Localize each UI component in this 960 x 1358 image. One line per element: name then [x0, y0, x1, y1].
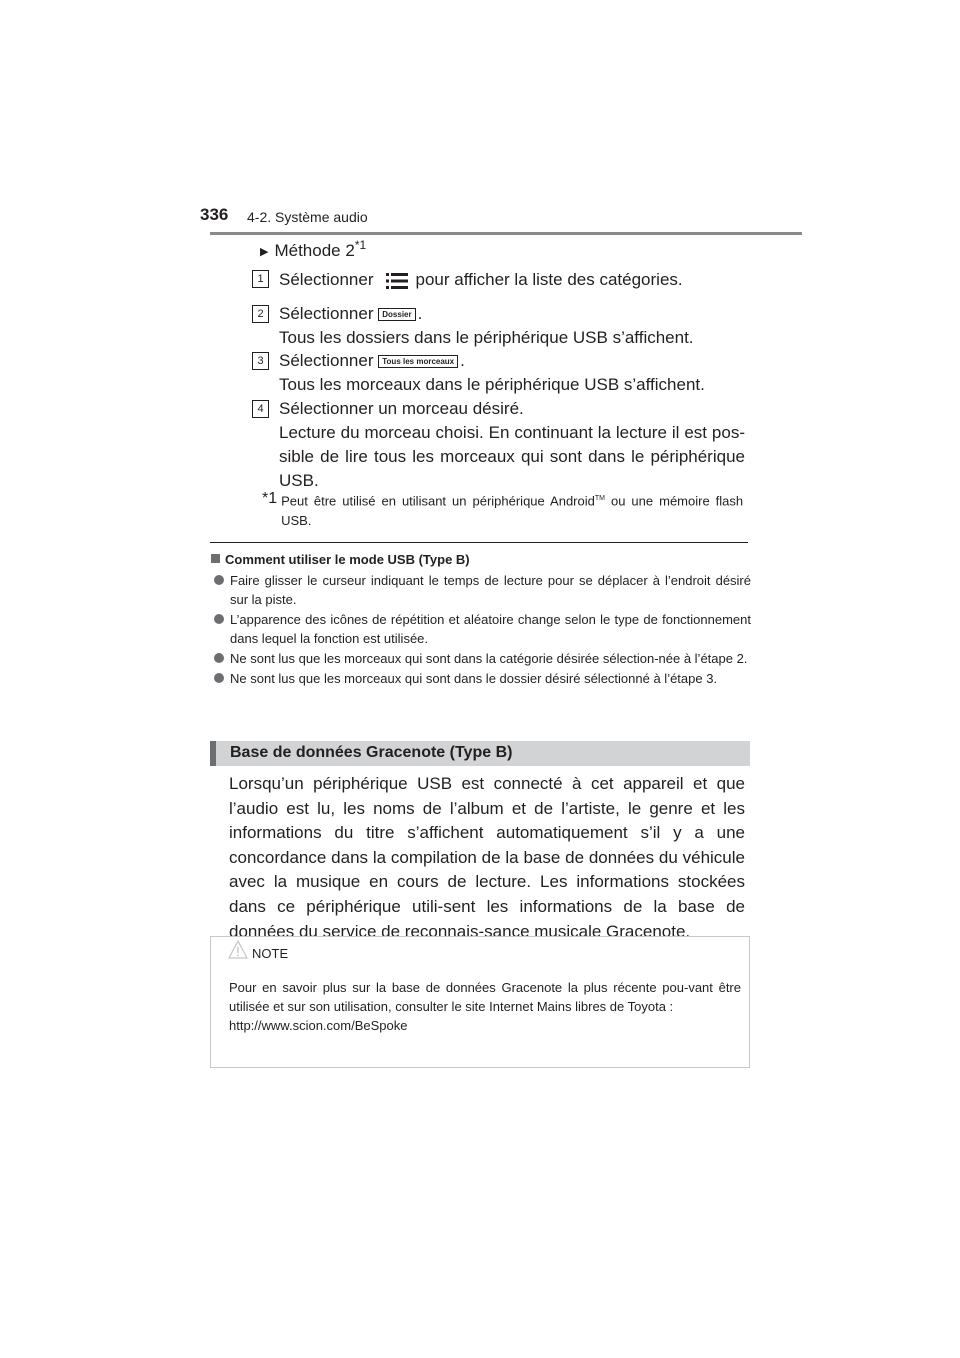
- step-3-period: .: [460, 351, 465, 370]
- step-number-3: 3: [252, 352, 269, 370]
- gracenote-body: Lorsqu’un périphérique USB est connecté à cet appareil et que l’audio est lu, les noms de l’album et de l’artiste, le genre et les informations du titre s’affichent automatiquement s’il y a une concordance dans la compilation de la base de données du véhicule avec la musique en cours de lecture. Les informations stockées dans ce périphérique utili-sent les informations de la base de données du service de reconnais-sance musicale Gracenote.: [229, 774, 745, 941]
- section-divider: [210, 542, 748, 543]
- step-3: [279, 349, 745, 397]
- usb-bullet-list: [211, 571, 751, 689]
- bullet-dot-icon: [214, 614, 224, 624]
- warning-icon: [228, 940, 248, 964]
- dossier-button[interactable]: Dossier: [378, 308, 415, 321]
- method-heading: [260, 238, 367, 261]
- note-text: [229, 978, 741, 1035]
- step-1-text: Sélectionner: [279, 270, 374, 289]
- step-number-2: 2: [252, 305, 269, 323]
- section-title: 4-2. Système audio: [247, 209, 368, 225]
- list-item: Ne sont lus que les morceaux qui sont dans le dossier désiré sélectionné à l’étape 3.: [211, 669, 751, 688]
- step-1-text-after: pour afficher la liste des catégories.: [415, 270, 683, 289]
- bullet-dot-icon: [214, 653, 224, 663]
- step-4-result: Lecture du morceau choisi. En continuant la lecture il est pos-sible de lire tous les morceaux qui sont dans le périphérique USB.: [279, 423, 745, 490]
- step-3-result: Tous les morceaux dans le périphérique USB s’affichent.: [279, 375, 705, 394]
- list-item: L’apparence des icônes de répétition et aléatoire change selon le type de fonctionnement dans lequel la fonction est utilisée.: [211, 610, 751, 648]
- step-4: [279, 397, 745, 493]
- step-number-1: 1: [252, 270, 269, 288]
- list-item: Faire glisser le curseur indiquant le temps de lecture pour se déplacer à l’endroit désiré sur la piste.: [211, 571, 751, 609]
- method-label: Méthode 2: [274, 241, 355, 260]
- tous-les-morceaux-button[interactable]: Tous les morceaux: [378, 355, 458, 368]
- note-title: NOTE: [252, 946, 289, 961]
- footnote: [262, 489, 747, 531]
- footnote-text: Peut être utilisé en utilisant un périphérique Android™ ou une mémoire flash USB.: [281, 493, 744, 529]
- step-2-text: Sélectionner: [279, 304, 374, 323]
- bullet-dot-icon: [214, 673, 224, 683]
- step-2-period: .: [417, 304, 423, 323]
- header-rule: [210, 232, 802, 235]
- step-4-text: Sélectionner un morceau désiré.: [279, 399, 524, 418]
- arrow-right-icon: ▶: [260, 246, 269, 258]
- footnote-mark: *1: [262, 490, 278, 507]
- note-url: http://www.scion.com/BeSpoke: [229, 1018, 408, 1033]
- step-2: [279, 302, 745, 350]
- footnote-marker: *1: [354, 238, 367, 252]
- usb-heading: Comment utiliser le mode USB (Type B): [211, 552, 470, 567]
- note-line: Pour en savoir plus sur la base de données Gracenote la plus récente pou-vant être utilisée et sur son utilisation, consulter le site Internet Mains libres de Toyota :: [229, 980, 741, 1014]
- trademark: TM: [594, 495, 605, 502]
- bullet-dot-icon: [214, 575, 224, 585]
- list-item: Ne sont lus que les morceaux qui sont dans la catégorie désirée sélection-née à l’étape 2.: [211, 649, 751, 668]
- step-2-result: Tous les dossiers dans le périphérique USB s’affichent.: [279, 328, 694, 347]
- gracenote-heading: Base de données Gracenote (Type B): [210, 741, 750, 766]
- square-bullet-icon: [211, 554, 220, 563]
- list-icon: [386, 272, 408, 290]
- step-3-text: Sélectionner: [279, 351, 374, 370]
- step-1: [279, 268, 745, 292]
- step-number-4: 4: [252, 400, 269, 418]
- page-number: 336: [200, 205, 229, 224]
